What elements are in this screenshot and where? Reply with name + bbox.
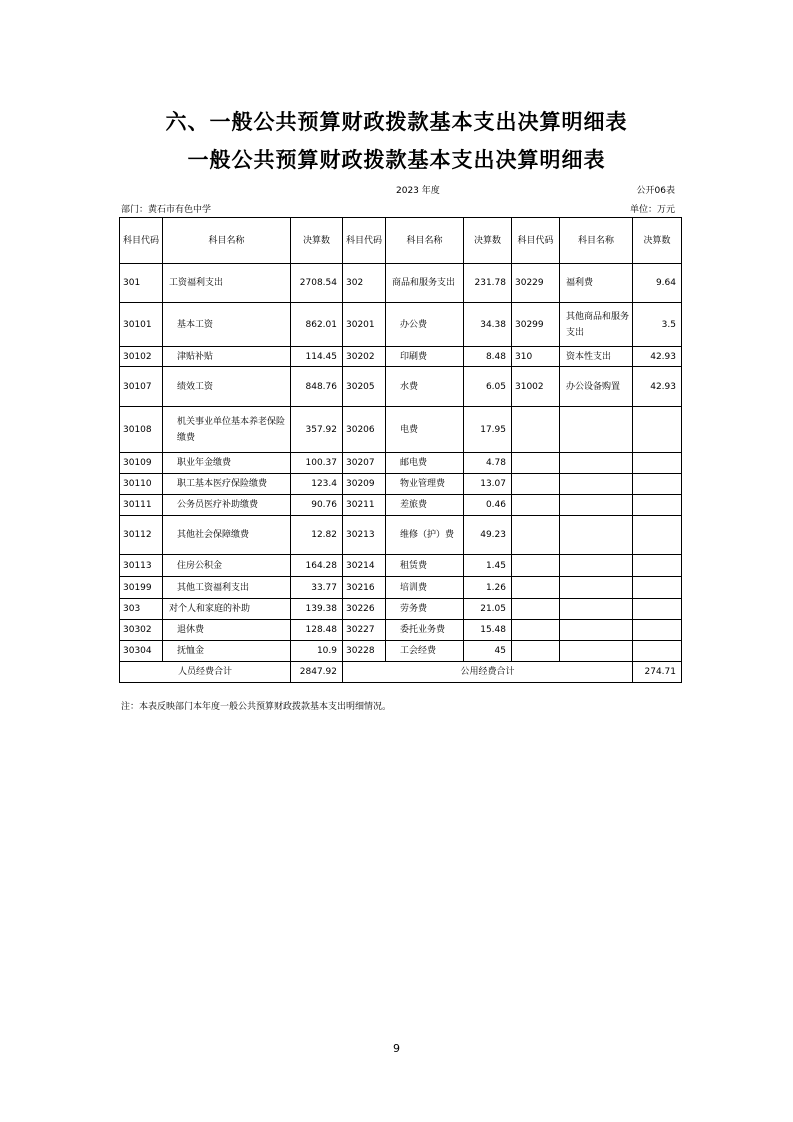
code-cell: 30201 <box>343 303 386 347</box>
code-cell: 30209 <box>343 474 386 495</box>
table-row <box>120 303 682 347</box>
page-number: 9 <box>393 1042 400 1055</box>
code-cell: 30109 <box>120 453 163 474</box>
header-code: 科目代码 <box>120 218 163 264</box>
table-row <box>120 367 682 407</box>
public-total-value: 274.71 <box>633 662 682 683</box>
name-cell: 职业年金缴费 <box>163 453 291 474</box>
amount-cell <box>633 620 682 641</box>
code-cell <box>512 599 560 620</box>
name-cell: 津贴补贴 <box>163 347 291 367</box>
amount-cell: 21.05 <box>464 599 512 620</box>
amount-cell: 1.26 <box>464 577 512 599</box>
table-row <box>120 407 682 453</box>
amount-cell <box>633 599 682 620</box>
name-cell: 办公设备购置 <box>560 367 633 407</box>
amount-cell: 123.4 <box>291 474 343 495</box>
code-cell: 30216 <box>343 577 386 599</box>
name-cell: 水费 <box>386 367 464 407</box>
totals-row <box>120 662 682 683</box>
amount-cell: 848.76 <box>291 367 343 407</box>
name-cell: 物业管理费 <box>386 474 464 495</box>
table-row <box>120 264 682 303</box>
amount-cell: 164.28 <box>291 555 343 577</box>
code-cell <box>512 641 560 662</box>
amount-cell: 0.46 <box>464 495 512 516</box>
name-cell: 培训费 <box>386 577 464 599</box>
name-cell <box>560 407 633 453</box>
table-note: 注：本表反映部门本年度一般公共预算财政拨款基本支出明细情况。 <box>121 702 392 712</box>
name-cell <box>560 577 633 599</box>
code-cell: 30214 <box>343 555 386 577</box>
amount-cell: 90.76 <box>291 495 343 516</box>
amount-cell: 4.78 <box>464 453 512 474</box>
amount-cell <box>633 474 682 495</box>
expenditure-table <box>119 217 682 683</box>
amount-cell: 12.82 <box>291 516 343 555</box>
table-row <box>120 577 682 599</box>
code-cell: 301 <box>120 264 163 303</box>
code-cell: 30207 <box>343 453 386 474</box>
unit-label: 单位：万元 <box>629 205 675 215</box>
amount-cell <box>633 516 682 555</box>
fiscal-year: 2023 年度 <box>396 186 440 196</box>
personnel-total-value: 2847.92 <box>291 662 343 683</box>
amount-cell: 9.64 <box>633 264 682 303</box>
name-cell: 商品和服务支出 <box>386 264 464 303</box>
code-cell: 30111 <box>120 495 163 516</box>
name-cell: 其他社会保障缴费 <box>163 516 291 555</box>
name-cell <box>560 516 633 555</box>
name-cell: 工会经费 <box>386 641 464 662</box>
amount-cell: 10.9 <box>291 641 343 662</box>
table-row <box>120 495 682 516</box>
name-cell: 其他工资福利支出 <box>163 577 291 599</box>
amount-cell: 15.48 <box>464 620 512 641</box>
amount-cell: 13.07 <box>464 474 512 495</box>
name-cell: 印刷费 <box>386 347 464 367</box>
name-cell: 租赁费 <box>386 555 464 577</box>
name-cell: 邮电费 <box>386 453 464 474</box>
code-cell: 30304 <box>120 641 163 662</box>
name-cell <box>560 495 633 516</box>
amount-cell: 357.92 <box>291 407 343 453</box>
name-cell: 福利费 <box>560 264 633 303</box>
amount-cell: 231.78 <box>464 264 512 303</box>
form-number: 公开06表 <box>636 186 675 196</box>
name-cell <box>560 641 633 662</box>
name-cell <box>560 474 633 495</box>
amount-cell: 139.38 <box>291 599 343 620</box>
name-cell: 委托业务费 <box>386 620 464 641</box>
amount-cell <box>633 407 682 453</box>
name-cell: 机关事业单位基本养老保险缴费 <box>163 407 291 453</box>
code-cell <box>512 474 560 495</box>
amount-cell: 45 <box>464 641 512 662</box>
code-cell: 30101 <box>120 303 163 347</box>
amount-cell: 862.01 <box>291 303 343 347</box>
name-cell: 公务员医疗补助缴费 <box>163 495 291 516</box>
code-cell: 30202 <box>343 347 386 367</box>
header-name: 科目名称 <box>386 218 464 264</box>
code-cell: 30206 <box>343 407 386 453</box>
name-cell: 办公费 <box>386 303 464 347</box>
code-cell: 30113 <box>120 555 163 577</box>
code-cell: 30107 <box>120 367 163 407</box>
table-row <box>120 516 682 555</box>
code-cell: 30226 <box>343 599 386 620</box>
code-cell: 30199 <box>120 577 163 599</box>
amount-cell <box>633 577 682 599</box>
amount-cell: 17.95 <box>464 407 512 453</box>
name-cell <box>560 620 633 641</box>
amount-cell: 34.38 <box>464 303 512 347</box>
name-cell: 职工基本医疗保险缴费 <box>163 474 291 495</box>
code-cell <box>512 555 560 577</box>
name-cell: 差旅费 <box>386 495 464 516</box>
name-cell <box>560 555 633 577</box>
header-name: 科目名称 <box>560 218 633 264</box>
amount-cell: 8.48 <box>464 347 512 367</box>
code-cell: 302 <box>343 264 386 303</box>
code-cell: 31002 <box>512 367 560 407</box>
header-code: 科目代码 <box>512 218 560 264</box>
name-cell <box>560 599 633 620</box>
code-cell <box>512 407 560 453</box>
amount-cell: 100.37 <box>291 453 343 474</box>
table-row <box>120 555 682 577</box>
name-cell: 工资福利支出 <box>163 264 291 303</box>
amount-cell: 2708.54 <box>291 264 343 303</box>
amount-cell <box>633 495 682 516</box>
header-amount: 决算数 <box>633 218 682 264</box>
amount-cell <box>633 641 682 662</box>
code-cell <box>512 453 560 474</box>
code-cell: 30211 <box>343 495 386 516</box>
name-cell: 抚恤金 <box>163 641 291 662</box>
table-row <box>120 474 682 495</box>
code-cell: 30108 <box>120 407 163 453</box>
code-cell: 30110 <box>120 474 163 495</box>
name-cell: 资本性支出 <box>560 347 633 367</box>
amount-cell <box>633 555 682 577</box>
code-cell: 310 <box>512 347 560 367</box>
table-title: 一般公共预算财政拨款基本支出决算明细表 <box>187 147 606 172</box>
name-cell: 对个人和家庭的补助 <box>163 599 291 620</box>
name-cell: 电费 <box>386 407 464 453</box>
name-cell: 其他商品和服务支出 <box>560 303 633 347</box>
code-cell: 30229 <box>512 264 560 303</box>
header-name: 科目名称 <box>163 218 291 264</box>
code-cell: 30213 <box>343 516 386 555</box>
header-code: 科目代码 <box>343 218 386 264</box>
amount-cell: 33.77 <box>291 577 343 599</box>
code-cell: 303 <box>120 599 163 620</box>
header-amount: 决算数 <box>291 218 343 264</box>
name-cell: 退休费 <box>163 620 291 641</box>
amount-cell: 3.5 <box>633 303 682 347</box>
amount-cell <box>633 453 682 474</box>
code-cell: 30205 <box>343 367 386 407</box>
code-cell <box>512 516 560 555</box>
table-row <box>120 641 682 662</box>
code-cell <box>512 577 560 599</box>
code-cell <box>512 495 560 516</box>
code-cell: 30112 <box>120 516 163 555</box>
amount-cell: 114.45 <box>291 347 343 367</box>
table-row <box>120 347 682 367</box>
name-cell: 劳务费 <box>386 599 464 620</box>
amount-cell: 49.23 <box>464 516 512 555</box>
name-cell: 住房公积金 <box>163 555 291 577</box>
code-cell: 30299 <box>512 303 560 347</box>
name-cell: 基本工资 <box>163 303 291 347</box>
table-row <box>120 453 682 474</box>
table-header-row <box>120 218 682 264</box>
amount-cell: 6.05 <box>464 367 512 407</box>
code-cell: 30227 <box>343 620 386 641</box>
code-cell: 30302 <box>120 620 163 641</box>
code-cell: 30102 <box>120 347 163 367</box>
amount-cell: 1.45 <box>464 555 512 577</box>
amount-cell: 42.93 <box>633 367 682 407</box>
name-cell: 绩效工资 <box>163 367 291 407</box>
public-total-label: 公用经费合计 <box>343 662 633 683</box>
table-row <box>120 620 682 641</box>
name-cell: 维修（护）费 <box>386 516 464 555</box>
code-cell: 30228 <box>343 641 386 662</box>
name-cell <box>560 453 633 474</box>
code-cell <box>512 620 560 641</box>
amount-cell: 128.48 <box>291 620 343 641</box>
table-row <box>120 599 682 620</box>
personnel-total-label: 人员经费合计 <box>120 662 291 683</box>
amount-cell: 42.93 <box>633 347 682 367</box>
header-amount: 决算数 <box>464 218 512 264</box>
section-heading: 六、一般公共预算财政拨款基本支出决算明细表 <box>165 109 628 134</box>
department-label: 部门：黄石市有色中学 <box>121 205 212 215</box>
